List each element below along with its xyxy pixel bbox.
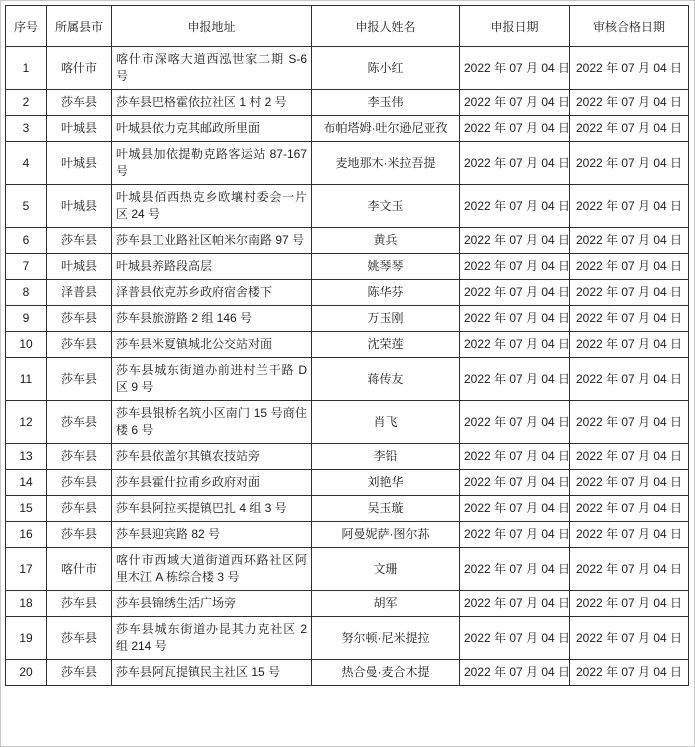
cell-name: 陈小红 bbox=[312, 47, 460, 90]
cell-county: 莎车县 bbox=[47, 522, 112, 548]
cell-approve-date: 2022 年 07 月 04 日 bbox=[570, 90, 689, 116]
cell-county: 莎车县 bbox=[47, 228, 112, 254]
col-header-index: 序号 bbox=[6, 6, 47, 47]
cell-address: 莎车县霍什拉甫乡政府对面 bbox=[112, 470, 312, 496]
cell-name: 文珊 bbox=[312, 548, 460, 591]
cell-address: 莎车县米夏镇城北公交站对面 bbox=[112, 332, 312, 358]
cell-approve-date: 2022 年 07 月 04 日 bbox=[570, 47, 689, 90]
cell-name: 阿曼妮萨·图尔荪 bbox=[312, 522, 460, 548]
cell-apply-date: 2022 年 07 月 04 日 bbox=[460, 90, 570, 116]
cell-name: 沈荣莲 bbox=[312, 332, 460, 358]
cell-address: 莎车县城东街道办前进村兰干路 D 区 9 号 bbox=[112, 358, 312, 401]
cell-name: 胡军 bbox=[312, 591, 460, 617]
cell-index: 19 bbox=[6, 617, 47, 660]
cell-county: 莎车县 bbox=[47, 90, 112, 116]
table-row bbox=[6, 617, 689, 660]
cell-approve-date: 2022 年 07 月 04 日 bbox=[570, 280, 689, 306]
cell-county: 莎车县 bbox=[47, 591, 112, 617]
cell-index: 4 bbox=[6, 142, 47, 185]
cell-name: 热合曼·麦合木提 bbox=[312, 660, 460, 686]
cell-name: 努尔顿·尼米提拉 bbox=[312, 617, 460, 660]
cell-county: 莎车县 bbox=[47, 306, 112, 332]
cell-apply-date: 2022 年 07 月 04 日 bbox=[460, 358, 570, 401]
cell-address: 莎车县银桥名筑小区南门 15 号商住楼 6 号 bbox=[112, 401, 312, 444]
table-row bbox=[6, 90, 689, 116]
table-row bbox=[6, 332, 689, 358]
cell-index: 6 bbox=[6, 228, 47, 254]
cell-name: 黄兵 bbox=[312, 228, 460, 254]
cell-name: 万玉刚 bbox=[312, 306, 460, 332]
cell-county: 莎车县 bbox=[47, 358, 112, 401]
cell-county: 莎车县 bbox=[47, 617, 112, 660]
cell-apply-date: 2022 年 07 月 04 日 bbox=[460, 47, 570, 90]
cell-apply-date: 2022 年 07 月 04 日 bbox=[460, 548, 570, 591]
cell-index: 16 bbox=[6, 522, 47, 548]
cell-index: 11 bbox=[6, 358, 47, 401]
table-header-row bbox=[6, 6, 689, 47]
cell-approve-date: 2022 年 07 月 04 日 bbox=[570, 591, 689, 617]
table-row bbox=[6, 470, 689, 496]
cell-name: 李文玉 bbox=[312, 185, 460, 228]
cell-county: 叶城县 bbox=[47, 185, 112, 228]
cell-address: 莎车县巴格霍依拉社区 1 村 2 号 bbox=[112, 90, 312, 116]
col-header-county: 所属县市 bbox=[47, 6, 112, 47]
cell-approve-date: 2022 年 07 月 04 日 bbox=[570, 228, 689, 254]
cell-approve-date: 2022 年 07 月 04 日 bbox=[570, 358, 689, 401]
cell-county: 叶城县 bbox=[47, 116, 112, 142]
cell-county: 叶城县 bbox=[47, 142, 112, 185]
table-row bbox=[6, 522, 689, 548]
cell-index: 14 bbox=[6, 470, 47, 496]
cell-approve-date: 2022 年 07 月 04 日 bbox=[570, 660, 689, 686]
cell-index: 10 bbox=[6, 332, 47, 358]
cell-county: 莎车县 bbox=[47, 470, 112, 496]
cell-approve-date: 2022 年 07 月 04 日 bbox=[570, 496, 689, 522]
cell-address: 莎车县旅游路 2 组 146 号 bbox=[112, 306, 312, 332]
cell-apply-date: 2022 年 07 月 04 日 bbox=[460, 401, 570, 444]
col-header-name: 申报人姓名 bbox=[312, 6, 460, 47]
cell-apply-date: 2022 年 07 月 04 日 bbox=[460, 660, 570, 686]
cell-county: 喀什市 bbox=[47, 47, 112, 90]
table-row bbox=[6, 496, 689, 522]
cell-apply-date: 2022 年 07 月 04 日 bbox=[460, 617, 570, 660]
table-row bbox=[6, 228, 689, 254]
cell-name: 肖飞 bbox=[312, 401, 460, 444]
table-row bbox=[6, 306, 689, 332]
cell-approve-date: 2022 年 07 月 04 日 bbox=[570, 332, 689, 358]
cell-apply-date: 2022 年 07 月 04 日 bbox=[460, 496, 570, 522]
cell-approve-date: 2022 年 07 月 04 日 bbox=[570, 116, 689, 142]
cell-name: 李玉伟 bbox=[312, 90, 460, 116]
col-header-address: 申报地址 bbox=[112, 6, 312, 47]
cell-apply-date: 2022 年 07 月 04 日 bbox=[460, 280, 570, 306]
cell-name: 姚琴琴 bbox=[312, 254, 460, 280]
cell-county: 莎车县 bbox=[47, 496, 112, 522]
col-header-approve-date: 审核合格日期 bbox=[570, 6, 689, 47]
cell-approve-date: 2022 年 07 月 04 日 bbox=[570, 444, 689, 470]
cell-apply-date: 2022 年 07 月 04 日 bbox=[460, 185, 570, 228]
cell-apply-date: 2022 年 07 月 04 日 bbox=[460, 332, 570, 358]
cell-county: 叶城县 bbox=[47, 254, 112, 280]
table-row bbox=[6, 47, 689, 90]
cell-index: 1 bbox=[6, 47, 47, 90]
cell-address: 叶城县养路段高层 bbox=[112, 254, 312, 280]
table-row bbox=[6, 660, 689, 686]
table-row bbox=[6, 401, 689, 444]
cell-approve-date: 2022 年 07 月 04 日 bbox=[570, 617, 689, 660]
table-body bbox=[6, 47, 689, 686]
cell-county: 莎车县 bbox=[47, 401, 112, 444]
cell-apply-date: 2022 年 07 月 04 日 bbox=[460, 470, 570, 496]
table-row bbox=[6, 280, 689, 306]
cell-index: 8 bbox=[6, 280, 47, 306]
cell-apply-date: 2022 年 07 月 04 日 bbox=[460, 306, 570, 332]
cell-address: 叶城县加依提勒克路客运站 87-167 号 bbox=[112, 142, 312, 185]
cell-name: 吴玉璇 bbox=[312, 496, 460, 522]
table-row bbox=[6, 142, 689, 185]
cell-county: 泽普县 bbox=[47, 280, 112, 306]
table-row bbox=[6, 254, 689, 280]
cell-address: 泽普县依克苏乡政府宿舍楼下 bbox=[112, 280, 312, 306]
cell-address: 莎车县迎宾路 82 号 bbox=[112, 522, 312, 548]
cell-address: 莎车县城东街道办昆其力克社区 2 组 214 号 bbox=[112, 617, 312, 660]
cell-index: 17 bbox=[6, 548, 47, 591]
cell-index: 5 bbox=[6, 185, 47, 228]
cell-apply-date: 2022 年 07 月 04 日 bbox=[460, 444, 570, 470]
cell-index: 9 bbox=[6, 306, 47, 332]
cell-approve-date: 2022 年 07 月 04 日 bbox=[570, 306, 689, 332]
cell-apply-date: 2022 年 07 月 04 日 bbox=[460, 591, 570, 617]
cell-index: 18 bbox=[6, 591, 47, 617]
cell-name: 麦地那木·米拉吾提 bbox=[312, 142, 460, 185]
table-row bbox=[6, 116, 689, 142]
cell-index: 12 bbox=[6, 401, 47, 444]
cell-apply-date: 2022 年 07 月 04 日 bbox=[460, 522, 570, 548]
cell-approve-date: 2022 年 07 月 04 日 bbox=[570, 548, 689, 591]
cell-county: 莎车县 bbox=[47, 332, 112, 358]
cell-address: 莎车县锦绣生活广场旁 bbox=[112, 591, 312, 617]
cell-index: 2 bbox=[6, 90, 47, 116]
cell-name: 布帕塔姆·吐尔逊尼亚孜 bbox=[312, 116, 460, 142]
table-row bbox=[6, 444, 689, 470]
applications-table bbox=[5, 5, 689, 686]
cell-name: 李铅 bbox=[312, 444, 460, 470]
table-row bbox=[6, 548, 689, 591]
cell-apply-date: 2022 年 07 月 04 日 bbox=[460, 228, 570, 254]
cell-address: 莎车县依盖尔其镇农技站旁 bbox=[112, 444, 312, 470]
cell-index: 15 bbox=[6, 496, 47, 522]
table-row bbox=[6, 591, 689, 617]
cell-approve-date: 2022 年 07 月 04 日 bbox=[570, 470, 689, 496]
cell-name: 刘艳华 bbox=[312, 470, 460, 496]
cell-county: 莎车县 bbox=[47, 444, 112, 470]
cell-county: 莎车县 bbox=[47, 660, 112, 686]
cell-index: 7 bbox=[6, 254, 47, 280]
cell-index: 20 bbox=[6, 660, 47, 686]
cell-name: 陈华芬 bbox=[312, 280, 460, 306]
cell-address: 叶城县依力克其邮政所里面 bbox=[112, 116, 312, 142]
cell-index: 13 bbox=[6, 444, 47, 470]
cell-apply-date: 2022 年 07 月 04 日 bbox=[460, 254, 570, 280]
cell-address: 莎车县工业路社区帕米尔南路 97 号 bbox=[112, 228, 312, 254]
cell-apply-date: 2022 年 07 月 04 日 bbox=[460, 116, 570, 142]
col-header-apply-date: 申报日期 bbox=[460, 6, 570, 47]
table-row bbox=[6, 358, 689, 401]
cell-approve-date: 2022 年 07 月 04 日 bbox=[570, 185, 689, 228]
cell-address: 叶城县佰西热克乡欧壤村委会一片区 24 号 bbox=[112, 185, 312, 228]
cell-address: 喀什市西域大道街道西环路社区阿里木江 A 栋综合楼 3 号 bbox=[112, 548, 312, 591]
cell-approve-date: 2022 年 07 月 04 日 bbox=[570, 522, 689, 548]
cell-address: 莎车县阿瓦提镇民主社区 15 号 bbox=[112, 660, 312, 686]
cell-county: 喀什市 bbox=[47, 548, 112, 591]
cell-address: 莎车县阿拉买提镇巴扎 4 组 3 号 bbox=[112, 496, 312, 522]
cell-index: 3 bbox=[6, 116, 47, 142]
cell-approve-date: 2022 年 07 月 04 日 bbox=[570, 401, 689, 444]
cell-name: 蒋传友 bbox=[312, 358, 460, 401]
table-row bbox=[6, 185, 689, 228]
cell-address: 喀什市深喀大道西泓世家二期 S-6 号 bbox=[112, 47, 312, 90]
cell-approve-date: 2022 年 07 月 04 日 bbox=[570, 254, 689, 280]
cell-apply-date: 2022 年 07 月 04 日 bbox=[460, 142, 570, 185]
cell-approve-date: 2022 年 07 月 04 日 bbox=[570, 142, 689, 185]
